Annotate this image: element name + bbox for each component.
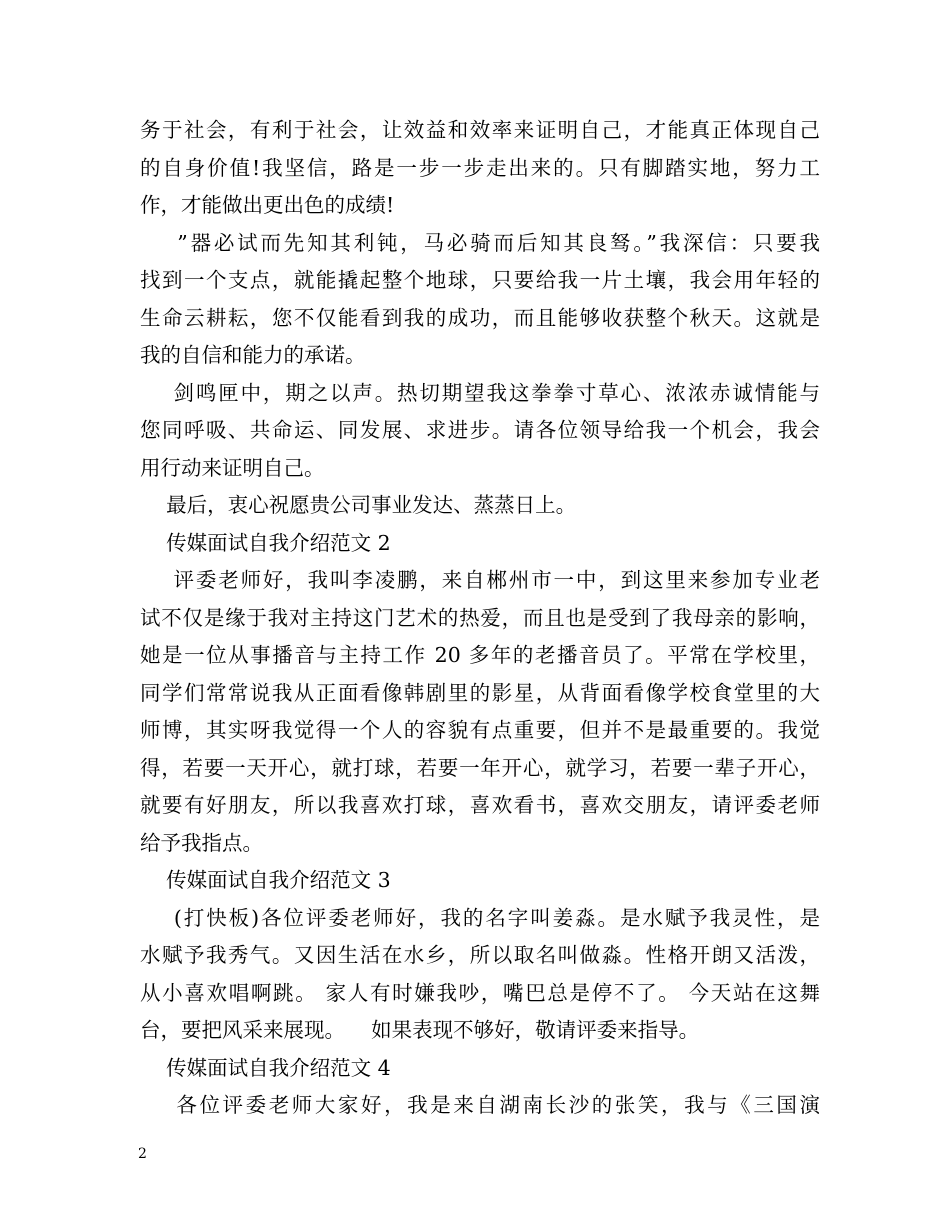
text-line: 台，要把风采来展现。 如果表现不够好，敬请评委来指导。 (140, 1018, 700, 1042)
text-line: 师博，其实呀我觉得一个人的容貌有点重要，但并不是最重要的。我觉 (140, 718, 820, 742)
text-line: ”器必试而先知其利钝，马必骑而后知其良驽。”我深信：只要我 (140, 230, 820, 255)
text-line: 找到一个支点，就能撬起整个地球，只要给我一片土壤，我会用年轻的 (140, 268, 820, 292)
text-line: 就要有好朋友，所以我喜欢打球，喜欢看书，喜欢交朋友，请评委老师 (140, 793, 820, 817)
text-line: 用行动来证明自己。 (140, 455, 325, 480)
text-line: 各位评委老师大家好，我是来自湖南长沙的张笑，我与《三国演 (140, 1093, 820, 1117)
text-line: 作，才能做出更出色的成绩! (140, 193, 395, 217)
text-line: 她是一位从事播音与主持工作 20 多年的老播音员了。平常在学校里， (140, 643, 820, 667)
text-line: 务于社会，有利于社会，让效益和效率来证明自己，才能真正体现自己 (140, 118, 820, 142)
text-line: 得，若要一天开心，就打球，若要一年开心，就学习，若要一辈子开心， (140, 755, 820, 780)
text-line: 剑鸣匣中，期之以声。热切期望我这拳拳寸草心、浓浓赤诚情能与 (140, 380, 820, 405)
section-heading: 传媒面试自我介绍范文 2 (140, 530, 391, 555)
text-line: 给予我指点。 (140, 830, 263, 855)
text-line: 试不仅是缘于我对主持这门艺术的热爱，而且也是受到了我母亲的影响， (140, 605, 820, 630)
section-heading: 传媒面试自我介绍范文 4 (140, 1055, 391, 1080)
text-line: 水赋予我秀气。又因生活在水乡，所以取名叫做淼。性格开朗又活泼， (140, 943, 820, 967)
text-line: 的自身价值!我坚信，路是一步一步走出来的。只有脚踏实地，努力工 (140, 155, 820, 180)
text-line: 生命云耕耘，您不仅能看到我的成功，而且能够收获整个秋天。这就是 (140, 305, 820, 330)
page-number: 2 (138, 1146, 147, 1162)
section-heading: 传媒面试自我介绍范文 3 (140, 868, 391, 892)
text-line: (打快板)各位评委老师好，我的名字叫姜淼。是水赋予我灵性，是 (140, 905, 820, 930)
text-line: 评委老师好，我叫李凌鹏，来自郴州市一中，到这里来参加专业老 (140, 568, 820, 592)
text-line: 同学们常常说我从正面看像韩剧里的影星，从背面看像学校食堂里的大 (140, 680, 820, 705)
document-body (140, 112, 820, 1125)
text-line: 您同呼吸、共命运、同发展、求进步。请各位领导给我一个机会，我会 (140, 418, 820, 442)
text-line: 从小喜欢唱啊跳。 家人有时嫌我吵，嘴巴总是停不了。 今天站在这舞 (140, 980, 820, 1005)
text-line: 最后，衷心祝愿贵公司事业发达、蒸蒸日上。 (140, 493, 577, 517)
text-line: 我的自信和能力的承诺。 (140, 343, 366, 367)
